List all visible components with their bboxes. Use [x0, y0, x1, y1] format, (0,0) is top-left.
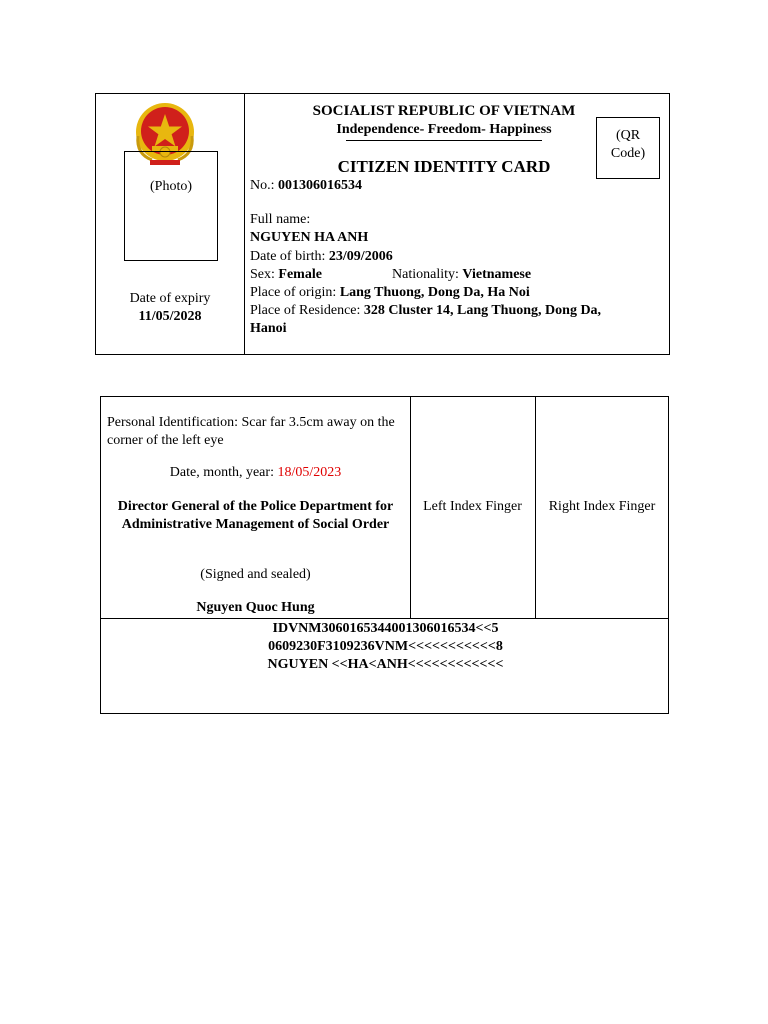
origin-value: Lang Thuong, Dong Da, Ha Noi — [339, 285, 530, 300]
issue-date-value: 18/05/2023 — [277, 465, 342, 480]
issue-date-label: Date, month, year: — [169, 465, 278, 480]
card-title: CITIZEN IDENTITY CARD — [337, 157, 551, 176]
card-number-label: No.: — [250, 178, 278, 193]
expiry-label: Date of expiry — [129, 291, 211, 306]
sex-label: Sex: — [250, 267, 279, 282]
dob-value: 23/09/2006 — [328, 249, 393, 264]
national-motto: Independence- Freedom- Happiness — [336, 122, 552, 137]
mrz-line-1: IDVNM3060165344001306016534<<5 — [272, 621, 499, 636]
country-name: SOCIALIST REPUBLIC OF VIETNAM — [312, 103, 576, 119]
right-index-finger-box: Right Index Finger — [548, 499, 656, 514]
id-card-back — [100, 396, 669, 714]
photo-label: (Photo) — [150, 179, 192, 194]
fullname-value: NGUYEN HA ANH — [250, 230, 369, 245]
motto-underline — [346, 140, 542, 141]
back-horizontal-divider — [101, 618, 668, 619]
personal-identification: Personal Identification: Scar far 3.5cm away on the corner of the left eye — [107, 415, 395, 448]
qr-label-line-2: Code) — [610, 146, 646, 161]
nationality-row — [392, 267, 531, 283]
machine-readable-zone — [101, 620, 670, 674]
director-title: Director General of the Police Department for Administrative Management of Social Order — [117, 499, 394, 532]
origin-row — [250, 285, 530, 301]
fullname-label: Full name: — [250, 212, 311, 227]
expiry-value: 11/05/2028 — [138, 309, 202, 324]
residence-value-line-2: Hanoi — [250, 321, 287, 336]
signed-sealed-note: (Signed and sealed) — [200, 567, 311, 582]
origin-label: Place of origin: — [250, 285, 340, 300]
signer-name: Nguyen Quoc Hung — [196, 600, 315, 615]
sex-value: Female — [278, 267, 322, 282]
nationality-label: Nationality: — [392, 267, 463, 282]
sex-row — [250, 267, 322, 283]
residence-row — [250, 303, 601, 319]
issue-date-row — [101, 465, 410, 481]
residence-label: Place of Residence: — [250, 303, 364, 318]
card-number-row — [250, 178, 362, 194]
dob-label: Date of birth: — [250, 249, 329, 264]
qr-label-line-1: (QR — [615, 128, 641, 143]
residence-value-line-1: 328 Cluster 14, Lang Thuong, Dong Da, — [363, 303, 602, 318]
left-index-finger-box: Left Index Finger — [423, 499, 522, 514]
id-card-front — [95, 93, 670, 355]
nationality-value: Vietnamese — [462, 267, 532, 282]
dob-row — [250, 249, 393, 265]
photo-placeholder — [124, 151, 218, 261]
card-number-value: 001306016534 — [278, 178, 362, 193]
mrz-line-3: NGUYEN <<HA<ANH<<<<<<<<<<<< — [267, 657, 504, 672]
mrz-line-2: 0609230F3109236VNM<<<<<<<<<<<8 — [268, 639, 503, 654]
